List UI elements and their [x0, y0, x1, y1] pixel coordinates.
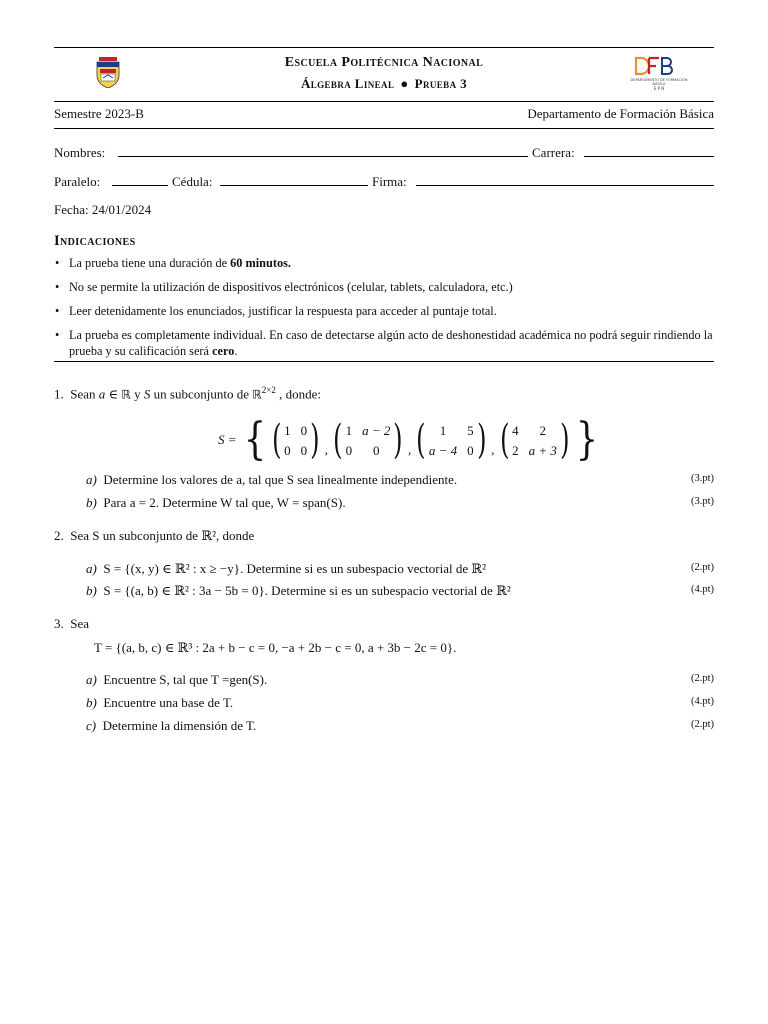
indicacion-item: • No se permite la utilización de dispositivos electrónicos (celular, tablets, calculadora, etc.): [55, 280, 513, 294]
test-name: Prueba 3: [414, 76, 468, 91]
indicacion-item: • La prueba tiene una duración de 60 minutos.: [55, 256, 291, 270]
cedula-label: Cédula:: [172, 174, 213, 189]
q2-part-b: b) S = {(a, b) ∈ ℝ² : 3a − 5b = 0}. Determine si es un subespacio vectorial de ℝ² (4.pt): [86, 583, 714, 598]
fecha: Fecha: 24/01/2024: [54, 202, 152, 217]
cedula-line[interactable]: [220, 185, 368, 186]
fecha-row: [54, 202, 714, 218]
carrera-line[interactable]: [584, 156, 714, 157]
department: Departamento de Formación Básica: [527, 106, 714, 121]
matrix-3: 1 5 a − 4 0: [428, 422, 474, 458]
bullet-separator: ●: [400, 76, 409, 91]
set-s-matrices: S = { ( 1 0 0 0 ) , ( 1 a − 2 0 0 ) , ( 1 5 a − 4 0 ) , ( 4 2 2 a + 3 ) }: [218, 414, 598, 465]
question-1: 1. Sean a ∈ ℝ y S un subconjunto de ℝ$^{2\times 2}$ , donde:: [54, 385, 321, 402]
firma-label: Firma:: [372, 174, 407, 189]
indicaciones-list: [54, 255, 714, 359]
points: (4.pt): [690, 696, 714, 707]
points: (4.pt): [690, 584, 714, 595]
dfb-logo-footer: E P N: [653, 86, 665, 91]
indicaciones-rule: [54, 361, 714, 362]
carrera-label: Carrera:: [532, 145, 575, 160]
q1-part-b: b) Para a = 2. Determine W tal que, W = span(S). (3.pt): [86, 495, 714, 510]
indicaciones-heading: Indicaciones: [54, 233, 136, 249]
semester: Semestre 2023-B: [54, 106, 144, 121]
points: (3.pt): [690, 496, 714, 507]
semester-row: [54, 106, 714, 122]
t-definition: T = {(a, b, c) ∈ ℝ³ : 2a + b − c = 0, −a + 2b − c = 0, a + 3b − 2c = 0}.: [94, 640, 457, 655]
nombres-line[interactable]: [118, 156, 528, 157]
q2-part-a: a) S = {(x, y) ∈ ℝ² : x ≥ −y}. Determine si es un subespacio vectorial de ℝ² (2.pt): [86, 561, 714, 576]
semester-rule: [54, 128, 714, 129]
dfb-logo-caption: DEPARTAMENTO DE FORMACIÓN BÁSICA: [630, 78, 688, 86]
question-2: 2. Sea S un subconjunto de ℝ², donde: [54, 528, 255, 543]
points: (2.pt): [690, 673, 714, 684]
nombres-row: [54, 145, 714, 161]
points: (2.pt): [690, 562, 714, 573]
matrix-1: 1 0 0 0: [284, 422, 308, 458]
q1-text-a: Sean: [70, 386, 99, 402]
q3-part-b: b) Encuentre una base de T. (4.pt): [86, 695, 714, 710]
q1-text-b: un subconjunto de: [150, 386, 253, 402]
indicacion-item: • Leer detenidamente los enunciados, justificar la respuesta para acceder al puntaje total.: [55, 304, 497, 318]
firma-line[interactable]: [416, 185, 714, 186]
matrix-4: 4 2 2 a + 3: [512, 422, 557, 458]
question-3: 3. Sea: [54, 616, 90, 631]
top-rule: [54, 47, 714, 48]
q1-number: 1.: [54, 386, 64, 402]
header-rule: [54, 101, 714, 102]
institution-title: Escuela Politécnica Nacional: [284, 55, 484, 70]
matrix-2: 1 a − 2 0 0: [345, 422, 391, 458]
paralelo-line[interactable]: [112, 185, 168, 186]
paralelo-row: [54, 174, 714, 190]
indicacion-item: • La prueba es completamente individual. En caso de detectarse algún acto de deshonestidad académica no podrá seguir rindiendo la prueba y su calificación será cero.: [55, 328, 713, 358]
q1-text-c: , donde:: [279, 386, 321, 402]
points: (3.pt): [690, 473, 714, 484]
set-label: S =: [218, 432, 237, 447]
paralelo-label: Paralelo:: [54, 174, 101, 189]
nombres-label: Nombres:: [54, 145, 106, 160]
points: (2.pt): [690, 719, 714, 730]
q3-part-c: c) Determine la dimensión de T. (2.pt): [86, 718, 714, 733]
course-name: Álgebra Lineal: [300, 76, 395, 91]
q3-part-a: a) Encuentre S, tal que T =gen(S). (2.pt): [86, 672, 714, 687]
q1-part-a: a) Determine los valores de a, tal que S sea linealmente independiente. (3.pt): [86, 472, 714, 487]
dfb-logo: [630, 56, 688, 92]
